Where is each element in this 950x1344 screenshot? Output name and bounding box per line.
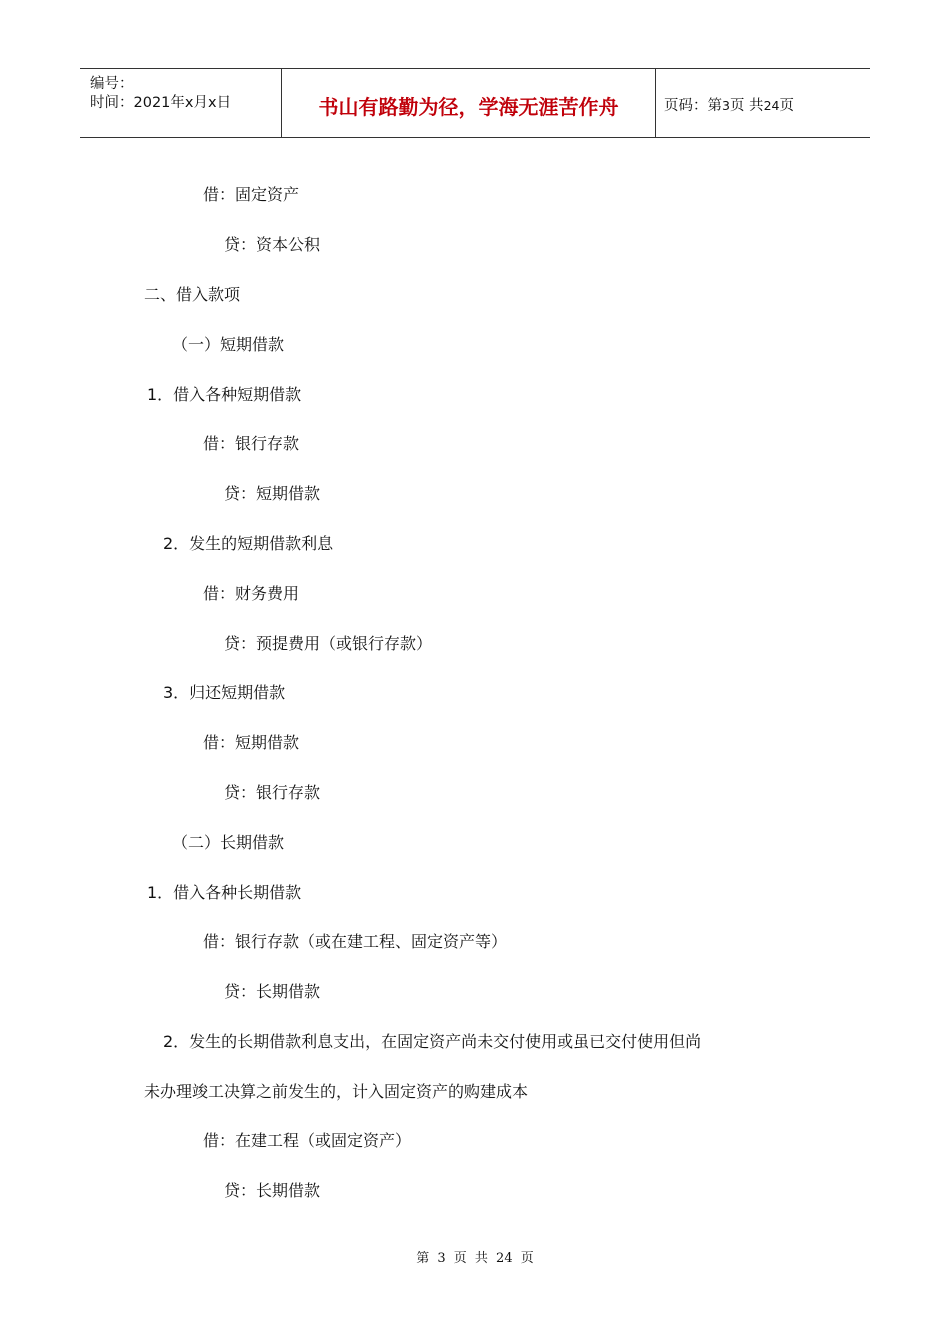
subsection-heading: （二）长期借款 bbox=[172, 833, 285, 852]
header-meta-cell bbox=[80, 69, 282, 137]
text-line: 未办理竣工决算之前发生的，计入固定资产的购建成本 bbox=[144, 1082, 529, 1101]
subsection-heading: （一）短期借款 bbox=[172, 335, 285, 354]
page-label: 页码：第 bbox=[664, 98, 722, 114]
text-line: 贷：资本公积 bbox=[224, 235, 321, 254]
page-total: 24 bbox=[763, 98, 780, 113]
text-line: 贷：长期借款 bbox=[224, 982, 321, 1001]
text-line: 贷：短期借款 bbox=[224, 484, 321, 503]
text-line: 贷：预提费用（或银行存款） bbox=[224, 634, 433, 653]
document-number-label: 编号： bbox=[90, 76, 134, 92]
page-current: 3 bbox=[722, 98, 730, 113]
text-line: 借：固定资产 bbox=[203, 185, 300, 204]
numbered-item: 2．发生的短期借款利息 bbox=[163, 534, 334, 553]
document-time-label: 时间：2021年x月x日 bbox=[90, 95, 232, 111]
numbered-item: 1．借入各种短期借款 bbox=[147, 385, 302, 404]
numbered-item: 3．归还短期借款 bbox=[163, 683, 286, 702]
text-line: 借：在建工程（或固定资产） bbox=[203, 1131, 412, 1150]
numbered-item: 1．借入各种长期借款 bbox=[147, 883, 302, 902]
header-page-cell bbox=[656, 69, 870, 137]
header-page-info bbox=[664, 94, 794, 115]
text-line: 贷：银行存款 bbox=[224, 783, 321, 802]
text-line: 借：财务费用 bbox=[203, 584, 300, 603]
text-line: 借：银行存款 bbox=[203, 434, 300, 453]
page-end: 页 bbox=[779, 98, 794, 114]
page-mid: 页 共 bbox=[729, 98, 764, 114]
numbered-item: 2．发生的长期借款利息支出，在固定资产尚未交付使用或虽已交付使用但尚 bbox=[163, 1032, 702, 1051]
text-line: 贷：长期借款 bbox=[224, 1181, 321, 1200]
page-footer: 第 3 页 共 24 页 bbox=[416, 1251, 534, 1266]
header-motto: 书山有路勤为径，学海无涯苦作舟 bbox=[318, 95, 619, 119]
header-motto-cell bbox=[282, 69, 656, 137]
text-line: 借：短期借款 bbox=[203, 733, 300, 752]
section-heading: 二、借入款项 bbox=[144, 285, 241, 304]
document-header bbox=[80, 68, 870, 138]
text-line: 借：银行存款（或在建工程、固定资产等） bbox=[203, 932, 508, 951]
